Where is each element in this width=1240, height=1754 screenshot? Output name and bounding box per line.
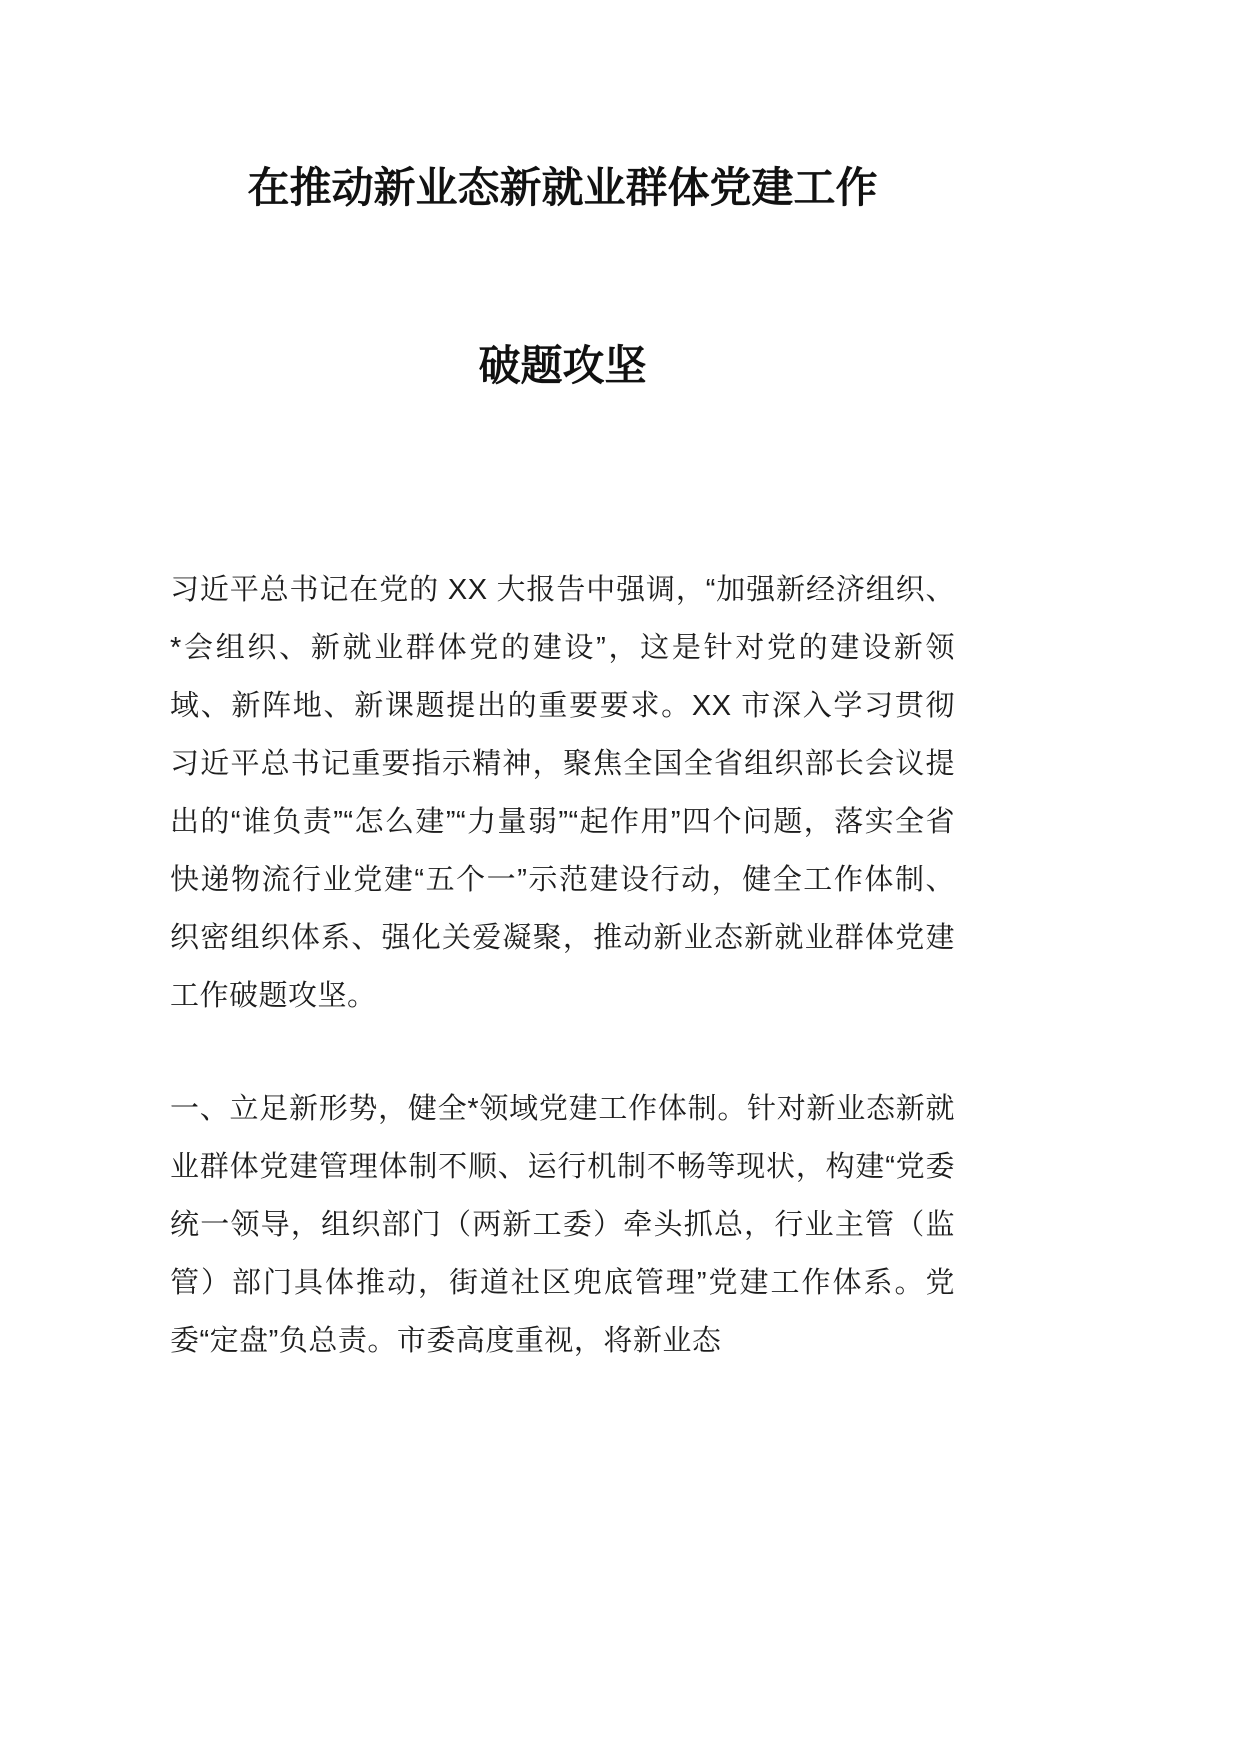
- title-line-2: 破题攻坚: [478, 342, 647, 390]
- document-title: [170, 165, 955, 389]
- title-line-1: 在推动新业态新就业群体党建工作: [247, 164, 878, 211]
- body-paragraph-2: 一、立足新形势，健全*领域党建工作体制。针对新业态新就业群体党建管理体制不顺、运行机制不畅等现状，构建“党委统一领导，组织部门（两新工委）牵头抓总，行业主管（监管）部门具体推动，街道社区兜底管理”党建工作体系。党委“定盘”负总责。市委高度重视，将新业态: [170, 1093, 955, 1358]
- body-paragraph-1: 习近平总书记在党的 XX 大报告中强调，“加强新经济组织、*会组织、新就业群体党的建设”，这是针对党的建设新领域、新阵地、新课题提出的重要要求。XX 市深入学习贯彻习近平总书记重要指示精神，聚焦全国全省组织部长会议提出的“谁负责”“怎么建”“力量弱”“起作用”四个问题，落实全省快递物流行业党建“五个一”示范建设行动，健全工作体制、织密组织体系、强化关爱凝聚，推动新业态新就业群体党建工作破题攻坚。: [170, 574, 955, 1013]
- document-body: [170, 561, 955, 1370]
